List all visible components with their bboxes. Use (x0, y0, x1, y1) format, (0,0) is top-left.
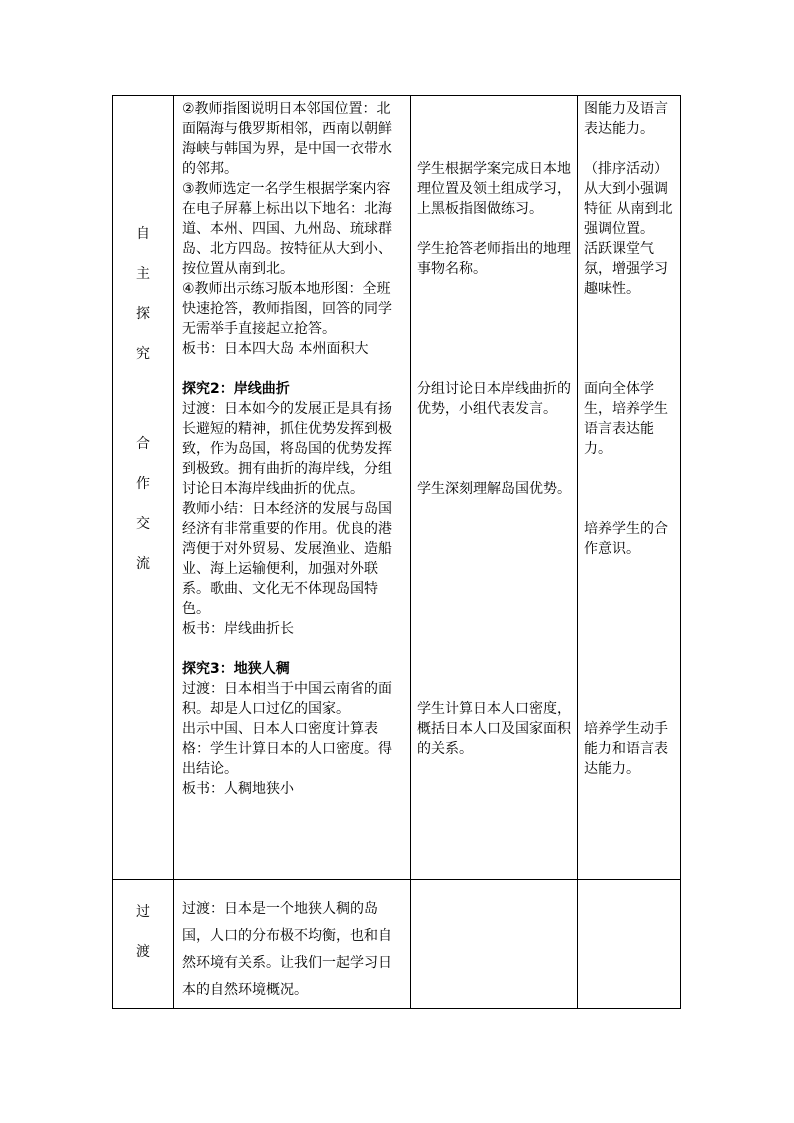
stage-char: 合 (136, 436, 150, 452)
teacher-activity-paragraph: ③教师选定一名学生根据学案内容在电子屏幕上标出以下地名：北海道、本州、四国、九州岛、琉球群岛、北方四岛。按特征从大到小、按位置从南到北。 (182, 181, 392, 277)
spacer (417, 559, 572, 579)
student-activity-cell (411, 96, 578, 880)
spacer (584, 679, 674, 699)
stage-label-transition (113, 902, 173, 982)
section-heading: 探究3：地狭人稠 (182, 661, 290, 677)
spacer (417, 579, 572, 599)
stage-char: 流 (136, 556, 150, 572)
design-purpose-paragraph: 图能力及语言表达能力。 (584, 101, 668, 137)
teacher-activity-cell (174, 880, 411, 1009)
spacer (584, 559, 674, 579)
teacher-activity-paragraph: 板书：人稠地狭小 (182, 781, 294, 797)
teacher-activity-paragraph: 过渡：日本如今的发展正是具有扬长避短的精神，抓住优势发挥到极致，作为岛国，将岛国的优势发挥到极致。拥有曲折的海岸线，分组讨论日本海岸线曲折的优点。 (182, 401, 392, 497)
design-purpose-paragraph: 面向全体学生，培养学生语言表达能力。 (584, 381, 668, 457)
table-row (113, 880, 681, 1009)
spacer (584, 299, 674, 319)
spacer (417, 339, 572, 359)
spacer (417, 119, 572, 139)
design-purpose-cell (578, 96, 681, 880)
stage-char: 究 (136, 346, 150, 362)
teacher-activity-paragraph: 教师小结：日本经济的发展与岛国经济有非常重要的作用。优良的港湾便于对外贸易、发展渔业、造船业、海上运输便利，加强对外联系。歌曲、文化无不体现岛国特色。 (182, 501, 392, 617)
spacer (417, 659, 572, 679)
spacer (417, 419, 572, 439)
design-purpose-paragraph: （排序活动）从大到小强调特征 从南到北强调位置。 (584, 161, 673, 237)
spacer (584, 319, 674, 339)
spacer (417, 439, 572, 459)
spacer (182, 639, 404, 659)
spacer (417, 639, 572, 659)
student-activity-paragraph: 学生计算日本人口密度，概括日本人口及国家面积的关系。 (417, 701, 571, 757)
stage-char: 自 (136, 226, 150, 242)
teacher-activity-paragraph: 过渡：日本相当于中国云南省的面积。却是人口过亿的国家。 (182, 681, 392, 717)
spacer (417, 319, 572, 339)
spacer (584, 599, 674, 619)
stage-cell (113, 96, 174, 880)
spacer (417, 279, 572, 299)
spacer (417, 499, 572, 519)
design-purpose-paragraph: 活跃课堂气氛，增强学习趣味性。 (584, 241, 668, 297)
spacer (584, 639, 674, 659)
student-activity-paragraph: 学生抢答老师指出的地理事物名称。 (417, 241, 571, 277)
stage-char: 过 (136, 904, 150, 920)
spacer (417, 99, 572, 119)
stage-char: 主 (136, 266, 150, 282)
spacer (417, 359, 572, 379)
spacer (417, 219, 572, 239)
spacer (584, 619, 674, 639)
teacher-activity-paragraph: 板书：日本四大岛 本州面积大 (182, 341, 369, 357)
spacer (417, 299, 572, 319)
teacher-activity-paragraph: 板书：岸线曲折长 (182, 621, 294, 637)
student-activity-paragraph: 学生深刻理解岛国优势。 (417, 481, 571, 497)
spacer (584, 579, 674, 599)
stage-char: 交 (136, 516, 150, 532)
spacer (417, 519, 572, 539)
design-purpose-paragraph: 培养学生动手能力和语言表达能力。 (584, 721, 668, 777)
teacher-activity-paragraph: ②教师指图说明日本邻国位置：北面隔海与俄罗斯相邻，西南以朝鲜海峡与韩国为界，是中国一衣带水的邻邦。 (182, 101, 392, 177)
stage-label-cooperation (113, 434, 173, 594)
stage-label-self-exploration (113, 224, 173, 384)
teacher-activity-paragraph: ④教师出示练习版本地形图：全班快速抢答，教师指图，回答的同学无需举手直接起立抢答。 (182, 281, 392, 337)
spacer (584, 139, 674, 159)
teacher-activity-paragraph: 出示中国、日本人口密度计算表格：学生计算日本的人口密度。得出结论。 (182, 721, 392, 777)
spacer (584, 339, 674, 359)
design-purpose-paragraph: 培养学生的合作意识。 (584, 521, 668, 557)
spacer (584, 459, 674, 479)
spacer (417, 139, 572, 159)
student-activity-paragraph: 分组讨论日本岸线曲折的优势，小组代表发言。 (417, 381, 571, 417)
spacer (417, 599, 572, 619)
lesson-plan-table (112, 95, 681, 1009)
spacer (584, 359, 674, 379)
table-row (113, 96, 681, 880)
spacer (417, 539, 572, 559)
spacer (417, 459, 572, 479)
spacer (584, 659, 674, 679)
spacer (584, 499, 674, 519)
student-activity-cell (411, 880, 578, 1009)
section-heading: 探究2：岸线曲折 (182, 381, 290, 397)
stage-char: 渡 (136, 944, 150, 960)
stage-char: 探 (136, 306, 150, 322)
spacer (584, 479, 674, 499)
student-activity-paragraph: 学生根据学案完成日本地理位置及领土组成学习，上黑板指图做练习。 (417, 161, 571, 217)
teacher-activity-cell (174, 96, 411, 880)
stage-cell (113, 880, 174, 1009)
transition-text: 过渡：日本是一个地狭人稠的岛国，人口的分布极不均衡，也和自然环境有关系。让我们一起学习日本的自然环境概况。 (182, 901, 392, 998)
spacer (417, 679, 572, 699)
design-purpose-cell (578, 880, 681, 1009)
spacer (584, 699, 674, 719)
stage-char: 作 (136, 476, 150, 492)
spacer (417, 619, 572, 639)
spacer (182, 359, 404, 379)
